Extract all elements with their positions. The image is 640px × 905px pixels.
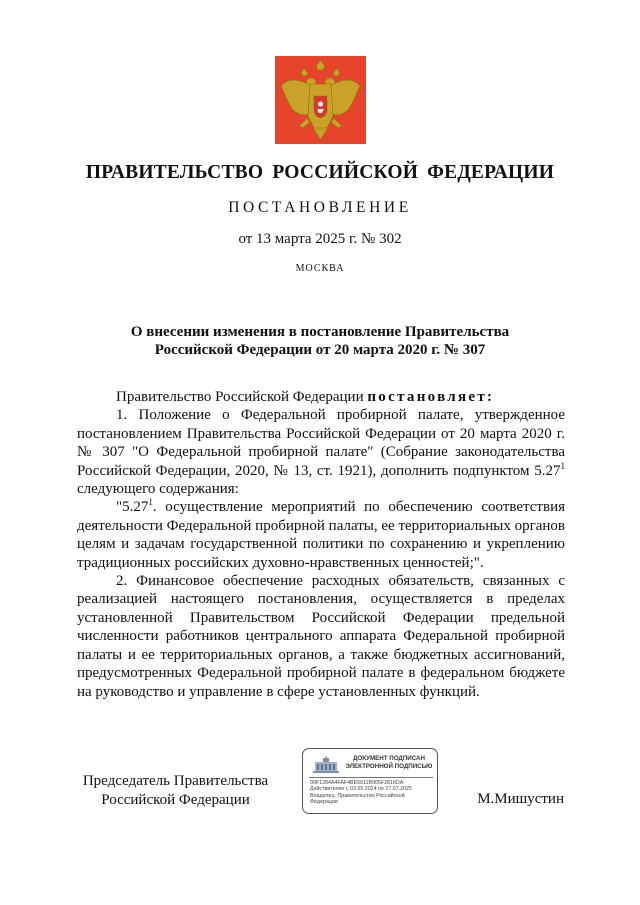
stamp-serial: 00F1284A4FAF4BE5911B905F2816DA <box>310 780 404 786</box>
quote-text: . осуществление мероприятий по обеспечению соответствия деятельности Федеральной пробирной палаты, ее территориальных органов целям и задачам государственной политики по сохранению и укреплению традиционных российских духовно-нравственных ценностей;". <box>77 499 565 571</box>
stamp-divider <box>309 777 433 778</box>
preamble-verb: постановляет: <box>367 389 495 405</box>
stamp-validity: Действителен с 03.05.2024 по 27.07.2025 <box>310 786 412 793</box>
signer-position <box>78 772 273 810</box>
stamp-owner-line-2: Федерации <box>310 799 338 806</box>
stamp-title <box>343 755 435 770</box>
stamp-title-line-1: ДОКУМЕНТ ПОДПИСАН <box>353 755 425 762</box>
electronic-signature-stamp <box>302 748 438 814</box>
document-body <box>77 388 565 701</box>
stamp-details <box>310 780 434 806</box>
paragraph-item-1 <box>77 406 565 498</box>
building-icon <box>312 756 340 774</box>
item-1-text: 1. Положение о Федеральной пробирной палате, утвержденное постановлением Правительства Российской Федерации от 20 марта 2020 г. № 307 "О Федеральной пробирной палате" (Собрание законодательства Российской Федерации, 2020, № 13, ст. 1921), дополнить подпунктом 5.27 <box>77 407 565 479</box>
paragraph-item-2 <box>77 572 565 701</box>
document-city: МОСКВА <box>295 263 345 274</box>
document-type: ПОСТАНОВЛЕНИЕ <box>228 199 412 216</box>
signer-position-line-2: Российской Федерации <box>101 792 250 808</box>
preamble <box>77 388 565 406</box>
item-2-text: 2. Финансовое обеспечение расходных обязательств, связанных с реализацией настоящего постановления, осуществляется в пределах установленной Правительством Российской Федерации предельной численности работников центрального аппарата Федеральной пробирной палаты и ее территориальных органов, а также бюджетных ассигнований, предусмотренных Федеральной пробирной палате в федеральном бюджете на руководство и управление в сфере установленных функций. <box>77 573 565 700</box>
stamp-title-line-2: ЭЛЕКТРОННОЙ ПОДПИСЬЮ <box>345 762 433 770</box>
heading-line-1: О внесении изменения в постановление Правительства <box>130 324 510 340</box>
quote-superscript: 1 <box>148 497 153 508</box>
item-1-tail: следующего содержания: <box>77 481 239 498</box>
document-heading <box>60 323 580 359</box>
quote-number: "5.27 <box>116 499 149 516</box>
item-1-superscript: 1 <box>560 460 565 471</box>
heading-line-2: Российской Федерации от 20 марта 2020 г. № 307 <box>154 342 486 358</box>
document-date: от 13 марта 2025 г. № 302 <box>238 231 402 247</box>
preamble-text: Правительство Российской Федерации <box>116 389 368 405</box>
paragraph-quote <box>77 498 565 572</box>
coat-of-arms-icon <box>275 56 366 144</box>
government-title: ПРАВИТЕЛЬСТВО РОССИЙСКОЙ ФЕДЕРАЦИИ <box>85 162 555 183</box>
signer-position-line-1: Председатель Правительства <box>82 773 269 789</box>
stamp-owner-line-1: Владелец: Правительство Российской <box>310 792 405 799</box>
signer-name: М.Мишустин <box>477 791 564 807</box>
